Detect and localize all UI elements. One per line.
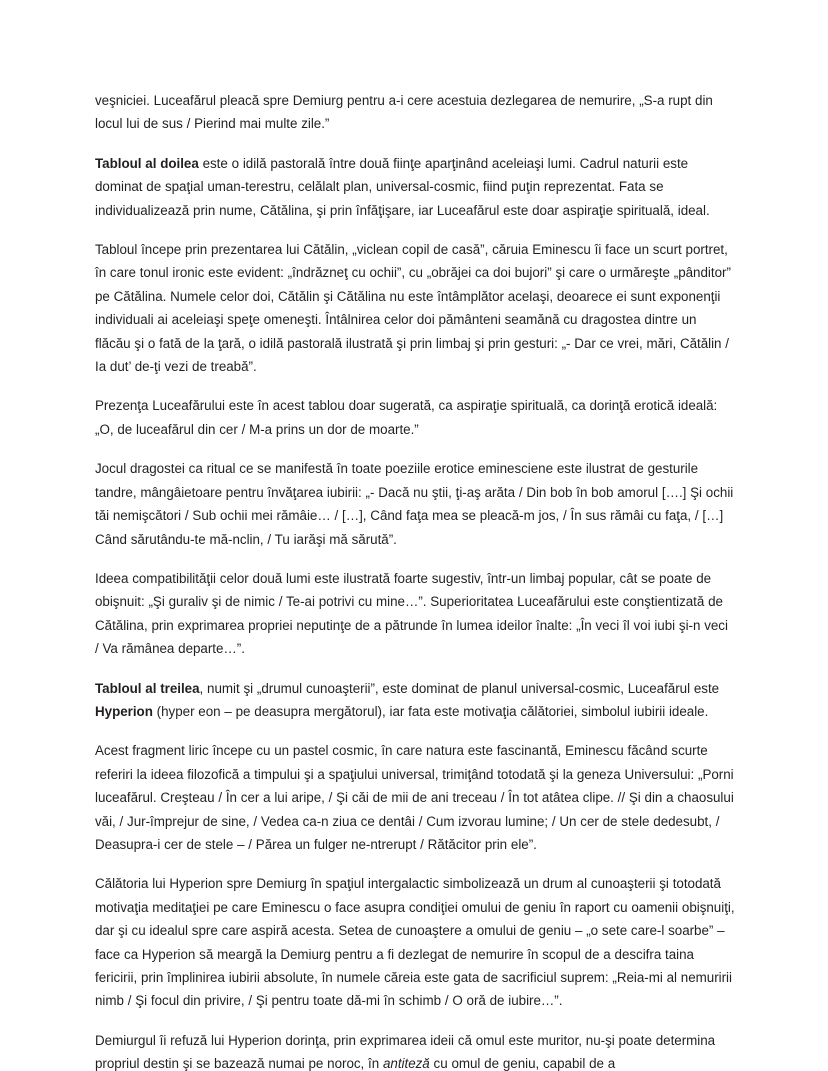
document-text-body <box>95 89 735 1071</box>
bold-run: Tabloul al treilea <box>95 680 200 696</box>
text-run: Demiurgul îi refuză lui Hyperion dorinţa, prin exprimarea ideii că omul este muritor, nu-şi poate determina propriul destin şi se bazează numai pe noroc, în <box>95 1032 716 1071</box>
text-run: , numit şi „drumul cunoaşterii”, este dominat de planul universal-cosmic, Luceafărul este <box>199 680 720 696</box>
paragraph-tabloul-al-doilea <box>95 152 735 222</box>
paragraph-calatoria-hyperion <box>95 872 735 1012</box>
paragraph-jocul-dragostei <box>95 457 735 551</box>
text-run: Tabloul începe prin prezentarea lui Cătălin, „viclean copil de casă”, căruia Eminescu îi face un scurt portret, în care tonul ironic este evident: „îndrăzneţ cu ochii”, cu „obrăjei ca doi bujori” şi care o urmăreşte „pânditor” pe Cătălina. Numele celor doi, Cătălin şi Cătălina nu este întâmplător acelaşi, deoarece ei sunt exponenţii individuali ai aceleiaşi speţe omeneşti. Întâlnirea celor doi pământeni seamănă cu dragostea dintre un flăcău şi o fată de la ţară, o idilă pastorală ilustrată şi prin limbaj şi prin gesturi: „- Dar ce vrei, mări, Cătălin / Ia dut’ de-ţi vezi de treabă”. <box>95 242 731 375</box>
text-run: Călătoria lui Hyperion spre Demiurg în spaţiul intergalactic simbolizează un drum al cunoaşterii şi totodată motivaţia meditaţiei pe care Eminescu o face asupra condiţiei omului de geniu în raport cu oamenii obişnuiţi, dar şi cu idealul spre care aspiră acesta. Setea de cunoaştere a omului de geniu – „o sete care-l soarbe” – face ca Hyperion să meargă la Demiurg pentru a fi dezlegat de nemurire în scopul de a descifra taina fericirii, prin împlinirea iubirii absolute, în numele căreia este gata de sacrificiul suprem: „Reia-mi al nemuririi nimb / Şi focul din privire, / Şi pentru toate dă-mi în schimb / O oră de iubire…”. <box>95 876 735 1009</box>
text-run: Ideea compatibilităţii celor două lumi este ilustrată foarte sugestiv, într-un limbaj popular, cât se poate de obişnuit: „Şi guraliv şi de nimic / Te-ai potrivi cu mine…”. Superioritatea Luceafărului este conştientizată de Cătălina, prin exprimarea propriei neputinţe de a pătrunde în lumea ideilor înalte: „În veci îl voi iubi şi-n veci / Va rămânea departe…”. <box>95 570 728 657</box>
text-run: (hyper eon – pe deasupra mergătorul), iar fata este motivaţia călătoriei, simbolul iubirii ideale. <box>152 703 709 719</box>
paragraph-demiurgul-refuza <box>95 1029 735 1071</box>
text-run: Acest fragment liric începe cu un pastel cosmic, în care natura este fascinantă, Eminescu făcând scurte referiri la ideea filozofică a timpului şi a spaţiului universal, trimiţând totodată şi la geneza Universului: „Porni luceafărul. Creşteau / În cer a lui aripe, / Şi căi de mii de ani treceau / În tot atâtea clipe. // Şi din a chaosului văi, / Jur-împrejur de sine, / Vedea ca-n ziua ce dentâi / Cum izvorau lumine; / Un cer de stele dedesubt, / Deasupra-i cer de stele – / Părea un fulger ne-ntrerupt / Rătăcitor prin ele”. <box>95 743 734 852</box>
paragraph-fragment-liric <box>95 739 735 856</box>
italic-run: antiteză <box>382 1056 430 1071</box>
paragraph-prezenta-luceafarului <box>95 394 735 441</box>
paragraph-ideea-compatibilitatii <box>95 567 735 661</box>
bold-run: Hyperion <box>95 703 153 719</box>
paragraph-vesniciei <box>95 89 735 136</box>
text-run: cu omul de geniu, capabil de a <box>429 1056 616 1071</box>
text-run: veşniciei. Luceafărul pleacă spre Demiurg pentru a-i cere acestuia dezlegarea de nemurire, „S-a rupt din locul lui de sus / Pierind mai multe zile.” <box>95 93 713 132</box>
paragraph-catalin-portret <box>95 238 735 378</box>
bold-run: Tabloul al doilea <box>95 155 199 171</box>
paragraph-tabloul-al-treilea <box>95 677 735 724</box>
text-run: este o idilă pastorală între două fiinţe aparţinând aceleiaşi lumi. Cadrul naturii este dominat de spaţial uman-terestru, celălalt plan, universal-cosmic, fiind puţin reprezentat. Fata se individualizează prin nume, Cătălina, şi prin înfăţişare, iar Luceafărul este doar aspiraţie spirituală, ideal. <box>95 155 710 218</box>
text-run: Jocul dragostei ca ritual ce se manifestă în toate poeziile erotice eminesciene este ilustrat de gesturile tandre, mângâietoare pentru învăţarea iubirii: „- Dacă nu ştii, ţi-aş arăta / Din bob în bob amorul [….] Şi ochii tăi nemişcători / Sub ochii mei rămâie… / […], Când faţa mea se pleacă-m jos, / În sus rămâi cu faţa, / […] Când sărutându-te mă-nclin, / Tu iarăşi mă sărută”. <box>95 461 734 547</box>
text-run: Prezenţa Luceafărului este în acest tablou doar sugerată, ca aspiraţie spirituală, ca dorinţă erotică ideală: „O, de luceafărul din cer / M-a prins un dor de moarte.” <box>95 398 718 437</box>
